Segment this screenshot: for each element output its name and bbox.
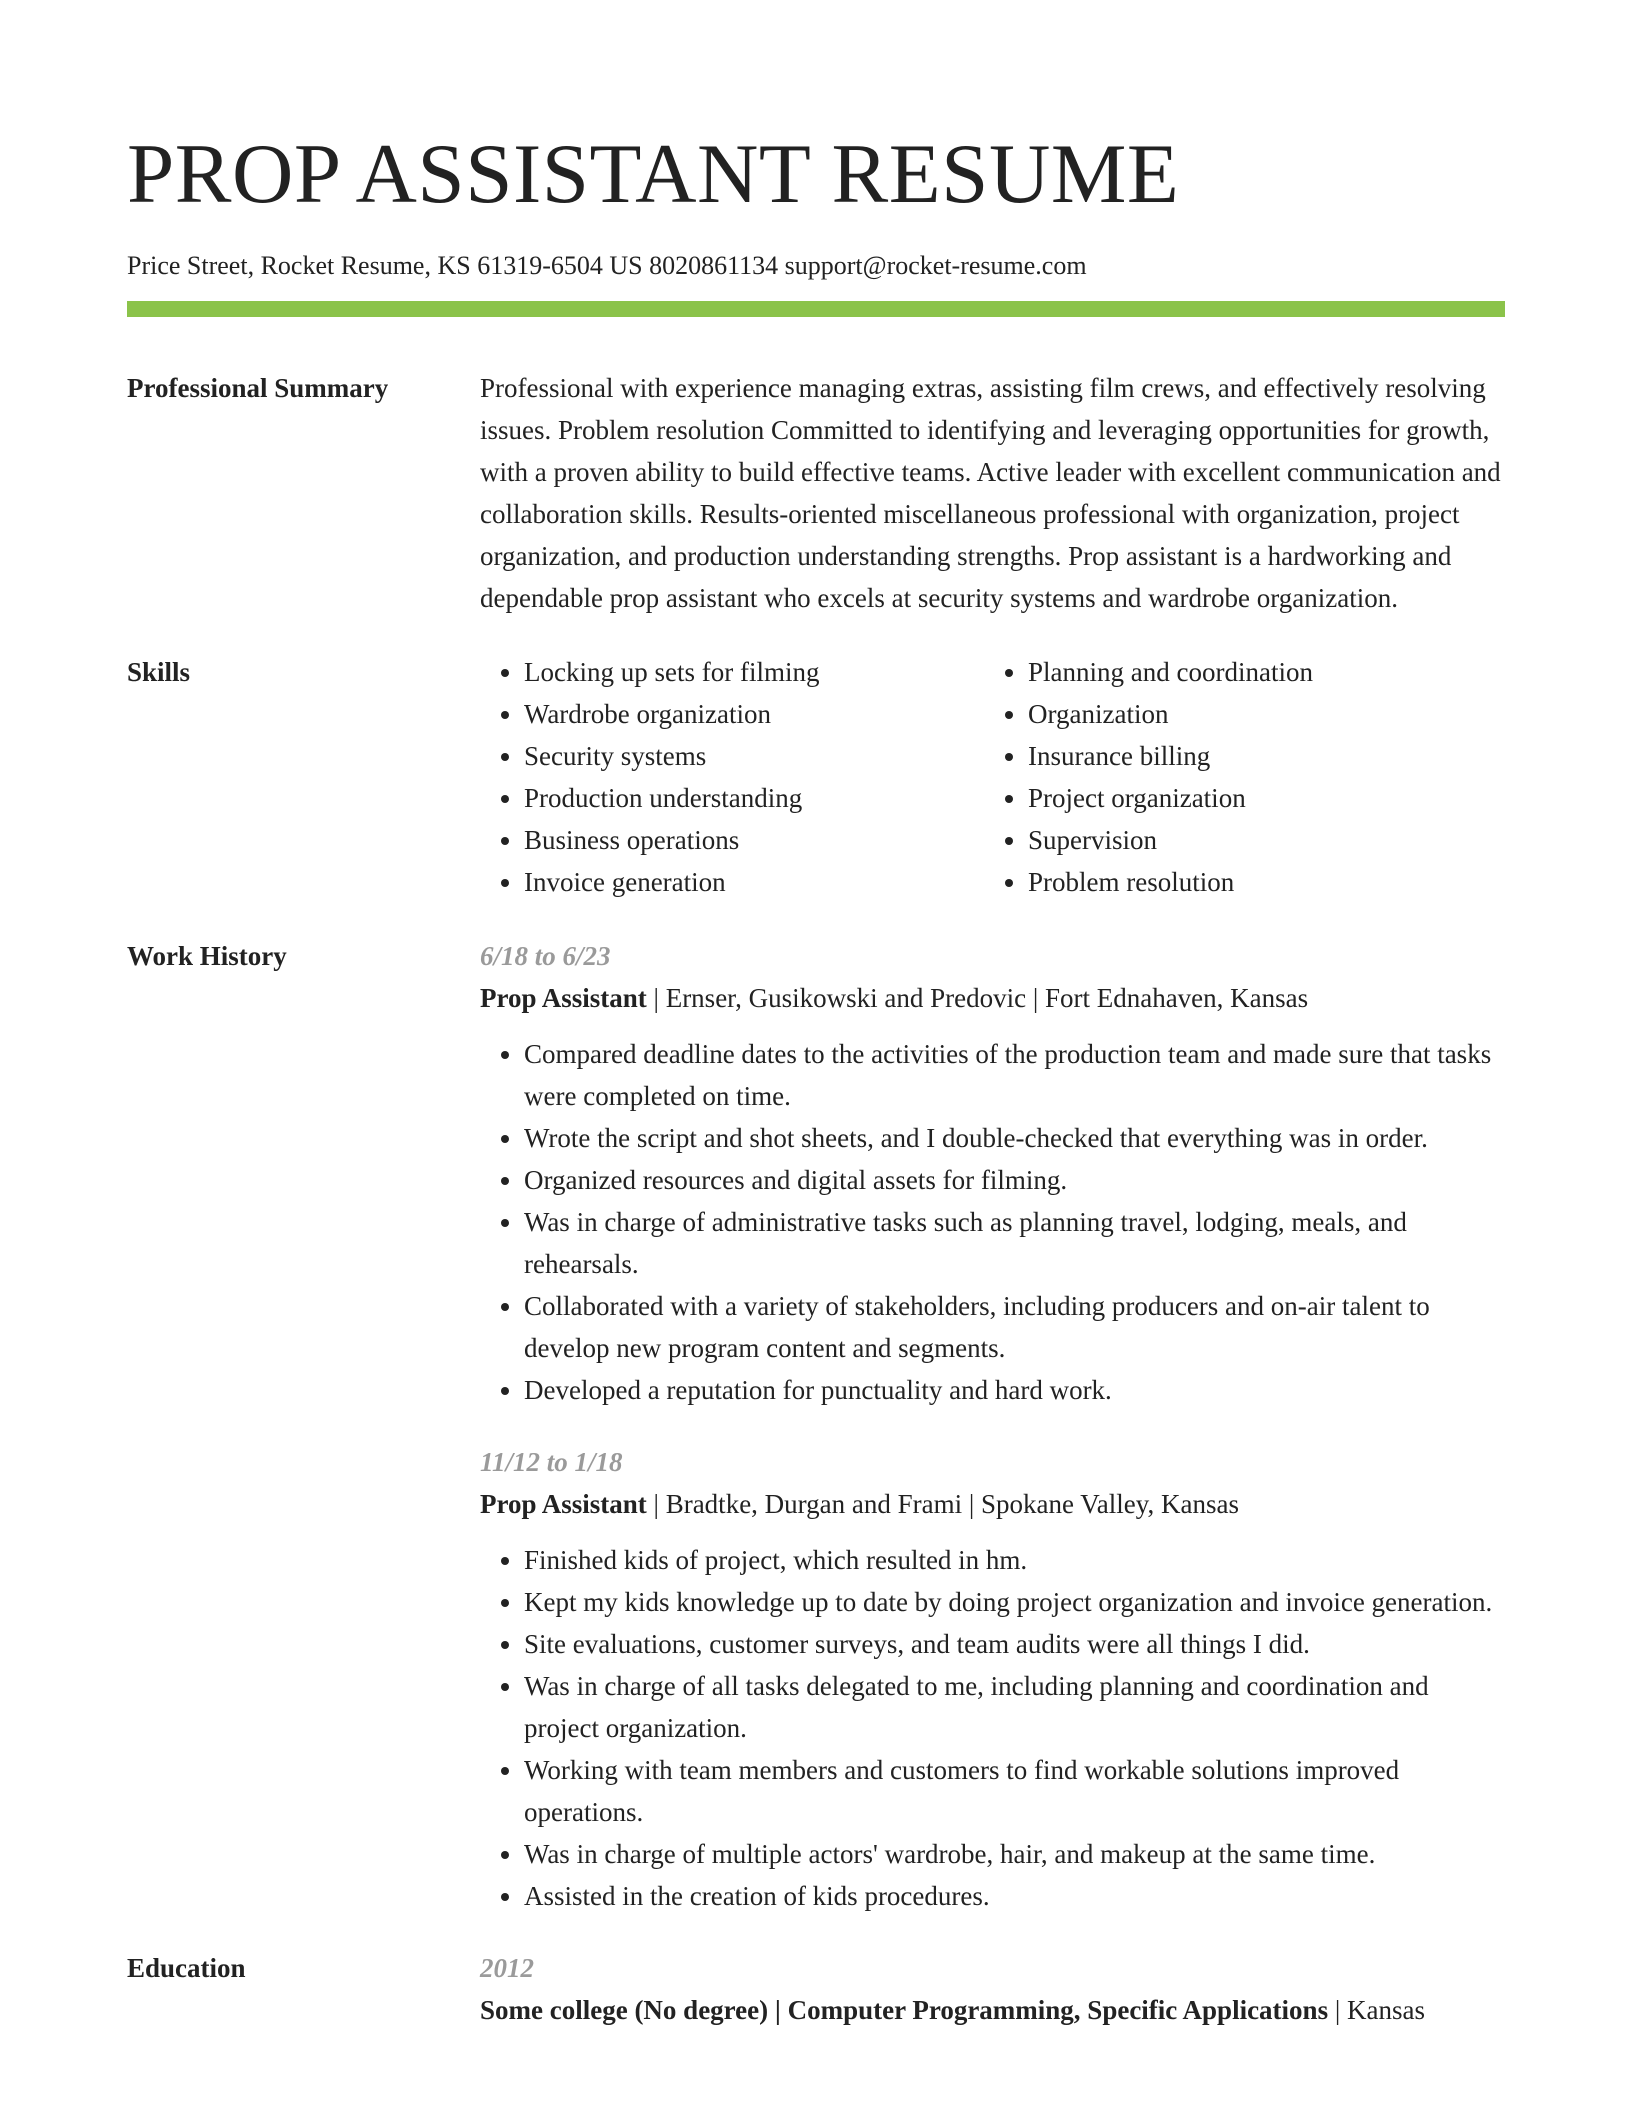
job-bullet: • Organized resources and digital assets for filming.	[524, 1159, 1505, 1201]
job-bullet: • Was in charge of all tasks delegated to me, including planning and coordination and project organization.	[524, 1665, 1505, 1749]
summary-text: Professional with experience managing extras, assisting film crews, and effectively resolving issues. Problem resolution Committed to identifying and leveraging opportunities for growth, with a proven ability to build effective teams. Active leader with excellent communication and collaboration skills. Results-oriented miscellaneous professional with organization, project organization, and production understanding strengths. Prop assistant is a hardworking and dependable prop assistant who excels at security systems and wardrobe organization.	[480, 373, 1501, 613]
education-heading: Education	[127, 1953, 246, 1983]
job-bullet: • Working with team members and customers to find workable solutions improved operations.	[524, 1749, 1505, 1833]
job-dates: 11/12 to 1/18	[480, 1447, 623, 1477]
skill-item: • Project organization	[1028, 777, 1488, 819]
skill-item: • Locking up sets for filming	[524, 651, 984, 693]
skills-list-right	[984, 651, 1488, 903]
education-body	[480, 1947, 1505, 2031]
skill-item: • Business operations	[524, 819, 984, 861]
job-bullet: • Finished kids of project, which resulted in hm.	[524, 1539, 1505, 1581]
skill-item: • Wardrobe organization	[524, 693, 984, 735]
header-divider	[127, 301, 1505, 317]
job-entry	[480, 1441, 1505, 1917]
job-bullet: • Was in charge of administrative tasks such as planning travel, lodging, meals, and rehearsals.	[524, 1201, 1505, 1285]
job-bullet: • Wrote the script and shot sheets, and I double-checked that everything was in order.	[524, 1117, 1505, 1159]
skills-body	[480, 651, 1505, 903]
job-bullet: • Was in charge of multiple actors' wardrobe, hair, and makeup at the same time.	[524, 1833, 1505, 1875]
skill-item: • Problem resolution	[1028, 861, 1488, 903]
skill-item: • Security systems	[524, 735, 984, 777]
work-history-heading: Work History	[127, 941, 287, 971]
summary-body	[480, 367, 1505, 619]
summary-section	[127, 367, 1505, 619]
work-history-section	[127, 935, 1505, 1917]
job-title: Prop Assistant	[480, 1489, 647, 1519]
skill-item: • Invoice generation	[524, 861, 984, 903]
job-bullet: • Assisted in the creation of kids procedures.	[524, 1875, 1505, 1917]
skills-heading: Skills	[127, 657, 191, 687]
job-dates: 6/18 to 6/23	[480, 941, 611, 971]
job-bullets	[480, 1539, 1505, 1917]
education-line	[480, 1989, 1505, 2031]
job-title: Prop Assistant	[480, 983, 647, 1013]
job-bullet: • Collaborated with a variety of stakeholders, including producers and on-air talent to develop new program content and segments.	[524, 1285, 1505, 1369]
skill-item: • Production understanding	[524, 777, 984, 819]
education-section	[127, 1947, 1505, 2031]
job-entry	[480, 935, 1505, 1411]
skill-item: • Insurance billing	[1028, 735, 1488, 777]
job-role-line	[480, 977, 1505, 1019]
skill-item: • Organization	[1028, 693, 1488, 735]
skill-item: • Supervision	[1028, 819, 1488, 861]
work-history-body	[480, 935, 1505, 1917]
skills-columns	[480, 651, 1505, 903]
job-details: | Ernser, Gusikowski and Predovic | Fort Ednahaven, Kansas	[646, 983, 1309, 1013]
job-bullet: • Kept my kids knowledge up to date by doing project organization and invoice generation.	[524, 1581, 1505, 1623]
skill-item: • Planning and coordination	[1028, 651, 1488, 693]
education-location: | Kansas	[1328, 1995, 1425, 2025]
job-bullet: • Site evaluations, customer surveys, and team audits were all things I did.	[524, 1623, 1505, 1665]
job-details: | Bradtke, Durgan and Frami | Spokane Valley, Kansas	[646, 1489, 1239, 1519]
job-bullet: • Developed a reputation for punctuality and hard work.	[524, 1369, 1505, 1411]
resume-title: PROP ASSISTANT RESUME	[127, 127, 1180, 221]
skills-section	[127, 651, 1505, 903]
education-degree: Some college (No degree) | Computer Programming, Specific Applications	[480, 1995, 1329, 2025]
job-role-line	[480, 1483, 1505, 1525]
contact-line: Price Street, Rocket Resume, KS 61319-6504 US 8020861134 support@rocket-resume.com	[127, 251, 1087, 280]
education-year: 2012	[480, 1953, 534, 1983]
job-bullet: • Compared deadline dates to the activities of the production team and made sure that tasks were completed on time.	[524, 1033, 1505, 1117]
job-bullets	[480, 1033, 1505, 1411]
summary-heading: Professional Summary	[127, 373, 389, 403]
skills-list-left	[480, 651, 984, 903]
